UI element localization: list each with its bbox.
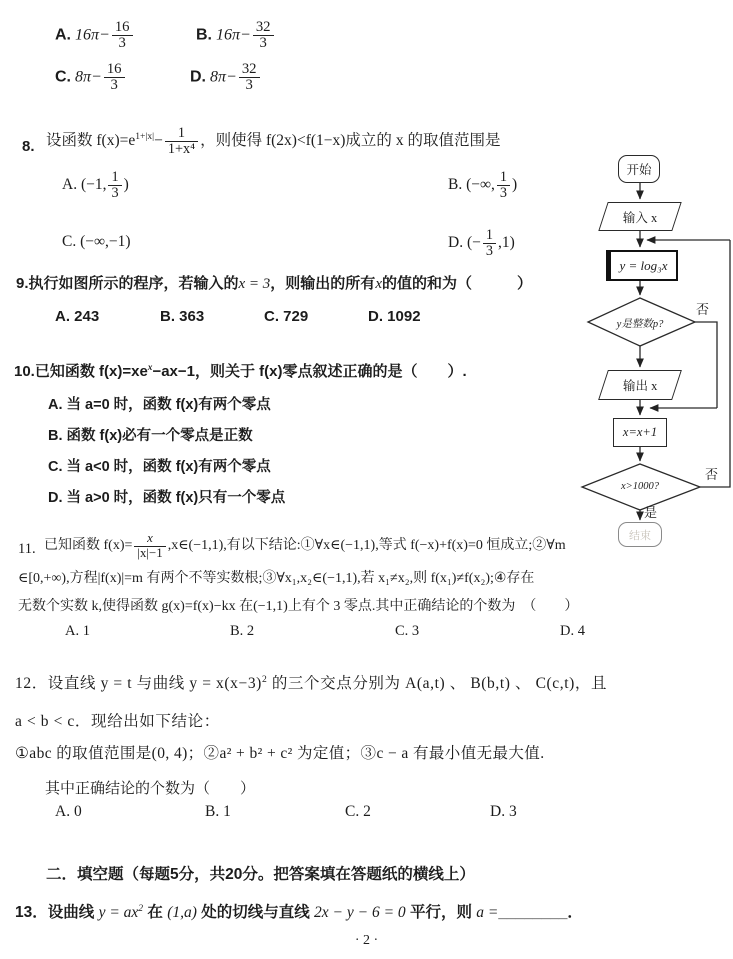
q12-line4: 其中正确结论的个数为（ ） <box>45 781 256 797</box>
q9-stem-post: 的值的和为（ ） <box>381 275 532 292</box>
q9-math-x: x <box>375 276 382 292</box>
q11-line3: 无数个实数 k,使得函数 g(x)=f(x)−kx 在(−1,1)上有个 3 零点.其中正确结论的个数为 （ ） <box>18 599 579 614</box>
q7-option-c-text: 8π− <box>75 68 102 86</box>
q11-fraction: $\frac{x}{|x|-1}$ <box>134 532 165 560</box>
q8-option-a-fraction: $\frac{1}{3}$ <box>108 170 121 201</box>
q8-stem-mid: − <box>154 132 163 150</box>
flowchart-start-node <box>618 155 660 183</box>
flowchart-process-log-label: y = log₃x <box>619 257 668 273</box>
q9-option-d: D. 1092 <box>368 308 421 325</box>
q8-option-c-label: C. <box>62 233 77 250</box>
flowchart-input-label: 输入 x <box>622 210 658 225</box>
q8-stem <box>46 126 626 157</box>
q8-option-d-post: ,1) <box>497 234 515 252</box>
flowchart-input-node <box>598 202 681 231</box>
q7-option-c <box>55 62 127 94</box>
q8-stem-sup: 1+|x| <box>135 130 155 142</box>
q8-option-d-pre: (− <box>466 234 481 252</box>
q10-option-c: C. 当 a<0 时，函数 f(x)有两个零点 <box>48 459 271 475</box>
flowchart-process-log-node <box>606 250 678 281</box>
q7-option-c-label: C. <box>55 68 71 86</box>
flowchart-no-branch-2: 否 <box>705 467 719 482</box>
flowchart-output-label: 输出 x <box>622 379 658 393</box>
q8-option-a-post: ) <box>123 176 129 194</box>
q7-option-a <box>55 20 135 52</box>
q9-stem-mid: ，则输出的所有 <box>270 275 376 292</box>
q8-option-a <box>62 170 129 201</box>
q9-option-a: A. 243 <box>55 308 100 325</box>
q13-end: ． <box>567 904 583 921</box>
q12-line1-sup: 2 <box>261 674 268 685</box>
q7-option-d-label: D. <box>190 68 206 86</box>
q13-p2: 在 <box>143 904 168 921</box>
q11-option-d: D. 4 <box>560 623 585 639</box>
q7-option-a-fraction: $\frac{16}{3}$ <box>112 20 133 52</box>
flowchart-start-label: 开始 <box>626 163 652 177</box>
page-number: · 2 · <box>354 933 379 948</box>
flowchart-decision-1000-label: x>1000? <box>621 481 659 492</box>
q8-option-b-fraction: $\frac{1}{3}$ <box>497 170 510 201</box>
q13-math1: $y = ax^2$ <box>98 902 144 921</box>
flowchart-increment-node <box>613 418 667 447</box>
q13-p1: 13．设曲线 <box>15 904 99 921</box>
flowchart-yes-branch: 是 <box>644 505 658 520</box>
q8-stem-fraction: $\frac{1}{\text{1+x⁴}}$ <box>165 126 198 157</box>
q8-option-c-pre: (−∞,−1) <box>80 233 131 250</box>
q12-option-d: D. 3 <box>490 803 517 820</box>
q7-option-d-fraction: $\frac{32}{3}$ <box>239 62 260 94</box>
program-flowchart <box>575 150 733 560</box>
q8-option-d-fraction: $\frac{1}{3}$ <box>483 228 496 259</box>
flowchart-increment-label: x=x+1 <box>622 425 658 439</box>
flowchart-end-label: 结束 <box>629 529 651 542</box>
flowchart-output-node <box>598 370 682 400</box>
q11-line1-post: ,x∈(−1,1),有以下结论:①∀x∈(−1,1),等式 f(−x)+f(x)=0 恒成立;②∀m <box>167 538 566 554</box>
q11-option-a: A. 1 <box>65 623 90 639</box>
q12-line2: a < b < c．现给出如下结论： <box>15 713 220 730</box>
q13-math4: a = <box>476 904 499 921</box>
q8-option-b-label: B. <box>448 176 463 194</box>
q12-line3: ①abc 的取值范围是(0, 4)；②a² + b² + c² 为定值；③c − a 有最小值无最大值. <box>15 745 545 762</box>
q7-option-b-text: 16π− <box>216 26 251 44</box>
q7-option-b-fraction: $\frac{32}{3}$ <box>253 20 274 52</box>
flowchart-decision-integer-label: y是整数p? <box>616 319 664 330</box>
q10-stem-post: −ax−1，则关于 f(x)零点叙述正确的是（ ）. <box>152 363 467 380</box>
q12-option-c: C. 2 <box>345 803 371 820</box>
q13-stem <box>15 900 583 922</box>
q8-option-b-pre: (−∞, <box>466 176 495 194</box>
q9-option-c: C. 729 <box>264 308 309 325</box>
q12-option-a: A. 0 <box>55 803 82 820</box>
q10-stem-pre: 10.已知函数 f(x)=xe <box>14 363 148 380</box>
q13-p3: 处的切线与直线 <box>196 904 315 921</box>
q7-option-a-text: 16π− <box>75 26 110 44</box>
q7-option-c-fraction: $\frac{16}{3}$ <box>104 62 125 94</box>
q10-stem <box>14 360 467 381</box>
q8-option-d <box>448 228 515 259</box>
q9-stem-pre: 9.执行如图所示的程序，若输入的 <box>16 275 239 292</box>
q10-option-a: A. 当 a=0 时，函数 f(x)有两个零点 <box>48 397 271 413</box>
q9-math-input: x = 3 <box>238 276 271 292</box>
q7-option-a-label: A. <box>55 26 71 44</box>
q11-line1-pre: 已知函数 f(x)= <box>44 538 133 554</box>
q12-line1-pre: 12．设直线 y = t 与曲线 y = x(x−3) <box>15 675 262 693</box>
q7-option-d <box>190 62 262 94</box>
q12-line1 <box>15 674 727 694</box>
q8-option-a-label: A. <box>62 176 78 194</box>
q8-number: 8. <box>22 138 35 155</box>
q8-stem-pre: 设函数 f(x)=e <box>46 132 136 150</box>
flowchart-no-branch-1: 否 <box>696 302 710 317</box>
q8-option-d-label: D. <box>448 234 464 252</box>
q7-option-b-label: B. <box>196 26 212 44</box>
q13-answer-blank: ________ <box>498 904 568 921</box>
q8-option-b <box>448 170 517 201</box>
q9-stem <box>16 272 532 293</box>
q8-option-b-post: ) <box>512 176 518 194</box>
q13-math3: 2x − y − 6 = 0 <box>314 904 406 921</box>
q7-option-b <box>196 20 276 52</box>
q11-line2: ∈[0,+∞),方程|f(x)|=m 有两个不等实数根;③∀x₁,x₂∈(−1,1),若 x₁≠x₂,则 f(x₁)≠f(x₂);④存在 <box>18 571 535 586</box>
q10-option-b: B. 函数 f(x)必有一个零点是正数 <box>48 428 253 444</box>
q9-option-b: B. 363 <box>160 308 205 325</box>
q13-math2: (1,a) <box>167 904 197 921</box>
q12-option-b: B. 1 <box>205 803 231 820</box>
q10-stem-sup: x <box>147 363 153 373</box>
q11-option-b: B. 2 <box>230 623 255 639</box>
section2-title: 二．填空题（每题5分，共20分。把答案填在答题纸的横线上） <box>46 866 475 883</box>
q10-option-d: D. 当 a>0 时，函数 f(x)只有一个零点 <box>48 490 286 506</box>
q8-stem-post: ，则使得 f(2x)<f(1−x)成立的 x 的取值范围是 <box>200 132 501 150</box>
q8-option-c <box>62 232 131 251</box>
q11-line1 <box>44 532 732 560</box>
q11-number: 11. <box>18 541 36 557</box>
q7-option-d-text: 8π− <box>210 68 237 86</box>
q11-option-c: C. 3 <box>395 623 420 639</box>
q13-p4: 平行，则 <box>405 904 477 921</box>
q12-line1-post: 的三个交点分别为 A(a,t) 、 B(b,t) 、 C(c,t)，且 <box>267 675 608 693</box>
q8-option-a-pre: (−1, <box>80 176 107 194</box>
